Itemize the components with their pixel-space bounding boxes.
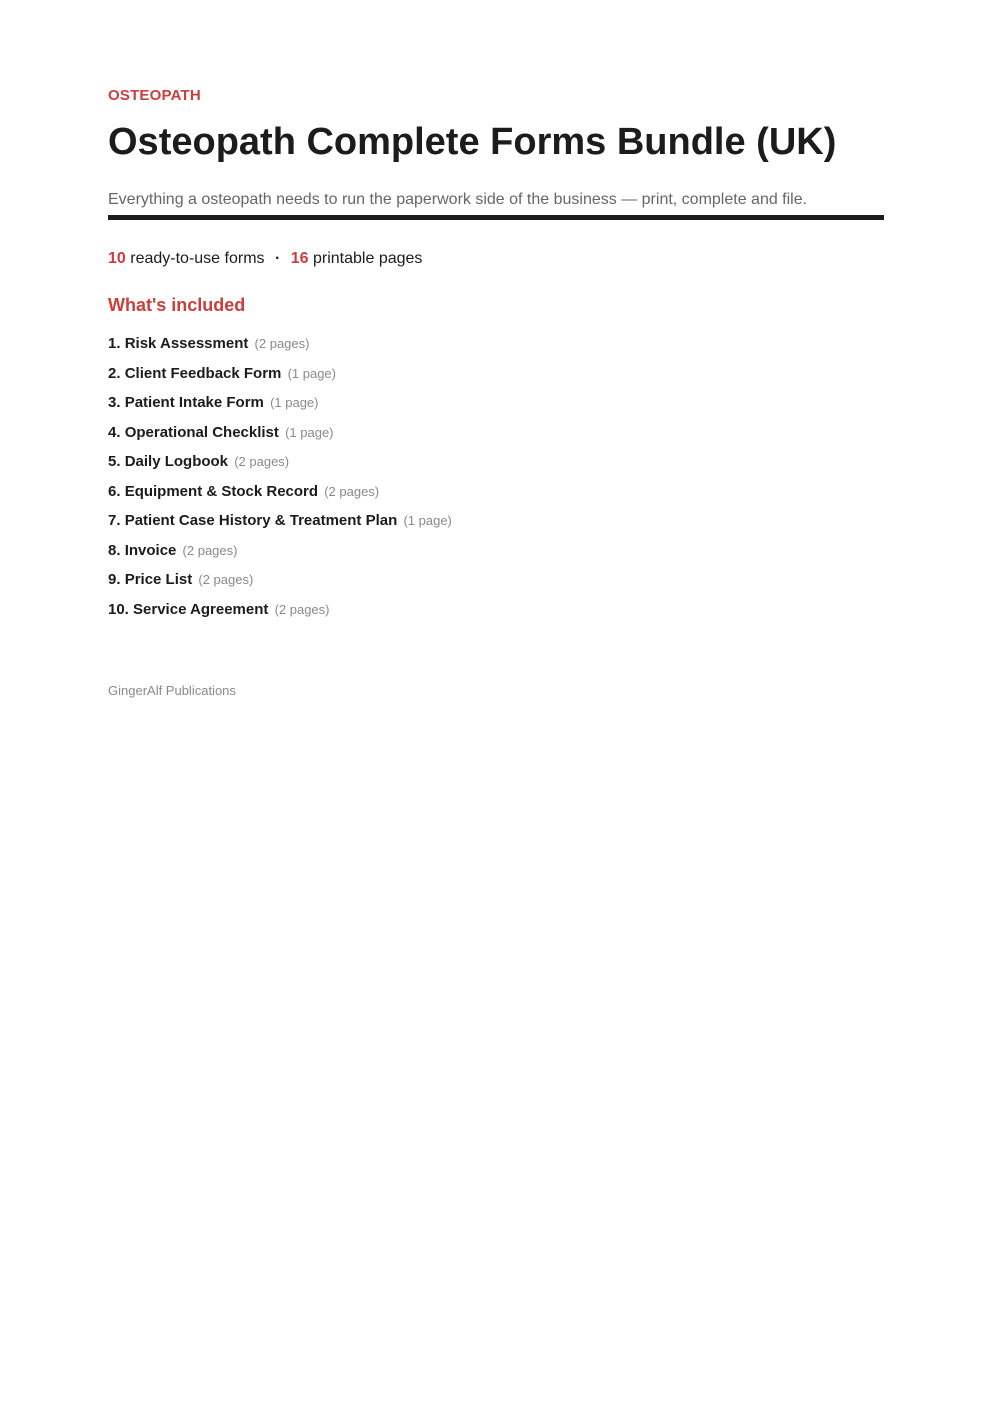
list-item <box>108 570 884 600</box>
item-name: Client Feedback Form <box>124 364 282 382</box>
list-item <box>108 334 884 364</box>
item-name: Patient Intake Form <box>124 394 264 411</box>
forms-label: ready-to-use forms <box>130 250 265 267</box>
item-pages: (1 page) <box>287 365 336 381</box>
item-pages: (2 pages) <box>198 572 254 587</box>
item-pages: (1 page) <box>270 395 319 410</box>
list-item <box>108 423 884 453</box>
item-name: Risk Assessment <box>124 335 249 352</box>
item-name: Patient Case History & Treatment Plan <box>124 512 398 529</box>
list-item <box>108 452 884 482</box>
item-number: 10. <box>108 600 129 618</box>
pages-label: printable pages <box>313 250 423 267</box>
included-forms-list <box>108 334 884 629</box>
bundle-stats <box>108 247 884 271</box>
item-name: Operational Checklist <box>124 423 279 441</box>
item-pages: (1 page) <box>403 513 452 528</box>
document-content <box>108 86 884 629</box>
list-item <box>108 511 884 541</box>
item-pages: (2 pages) <box>324 483 380 499</box>
list-item <box>108 600 884 630</box>
list-item <box>108 364 884 394</box>
item-number: 3. <box>108 394 121 411</box>
item-pages: (1 page) <box>285 424 334 440</box>
item-pages: (2 pages) <box>182 542 238 558</box>
item-pages: (2 pages) <box>274 601 330 617</box>
page-subtitle: Everything a osteopath needs to run the paperwork side of the business — print, complete and file. <box>108 189 884 220</box>
category-label: OSTEOPATH <box>108 87 201 104</box>
item-number: 7. <box>108 512 121 529</box>
item-name: Invoice <box>124 541 177 559</box>
item-name: Service Agreement <box>133 600 269 618</box>
stats-separator: · <box>274 250 281 267</box>
list-item <box>108 482 884 512</box>
publisher-name: GingerAlf Publications <box>108 683 236 698</box>
item-name: Daily Logbook <box>124 453 229 470</box>
item-pages: (2 pages) <box>254 336 310 351</box>
list-item <box>108 393 884 423</box>
item-number: 8. <box>108 541 121 559</box>
item-number: 5. <box>108 453 121 470</box>
item-number: 4. <box>108 423 121 441</box>
item-number: 2. <box>108 364 121 382</box>
item-number: 1. <box>108 335 121 352</box>
page-title: Osteopath Complete Forms Bundle (UK) <box>108 121 837 163</box>
item-number: 6. <box>108 482 121 500</box>
list-item <box>108 541 884 571</box>
item-name: Equipment & Stock Record <box>124 482 319 500</box>
included-heading: What's included <box>108 295 246 315</box>
pages-count: 16 <box>290 250 309 267</box>
forms-count: 10 <box>108 250 126 267</box>
item-name: Price List <box>124 571 193 588</box>
item-number: 9. <box>108 571 121 588</box>
item-pages: (2 pages) <box>234 454 290 469</box>
